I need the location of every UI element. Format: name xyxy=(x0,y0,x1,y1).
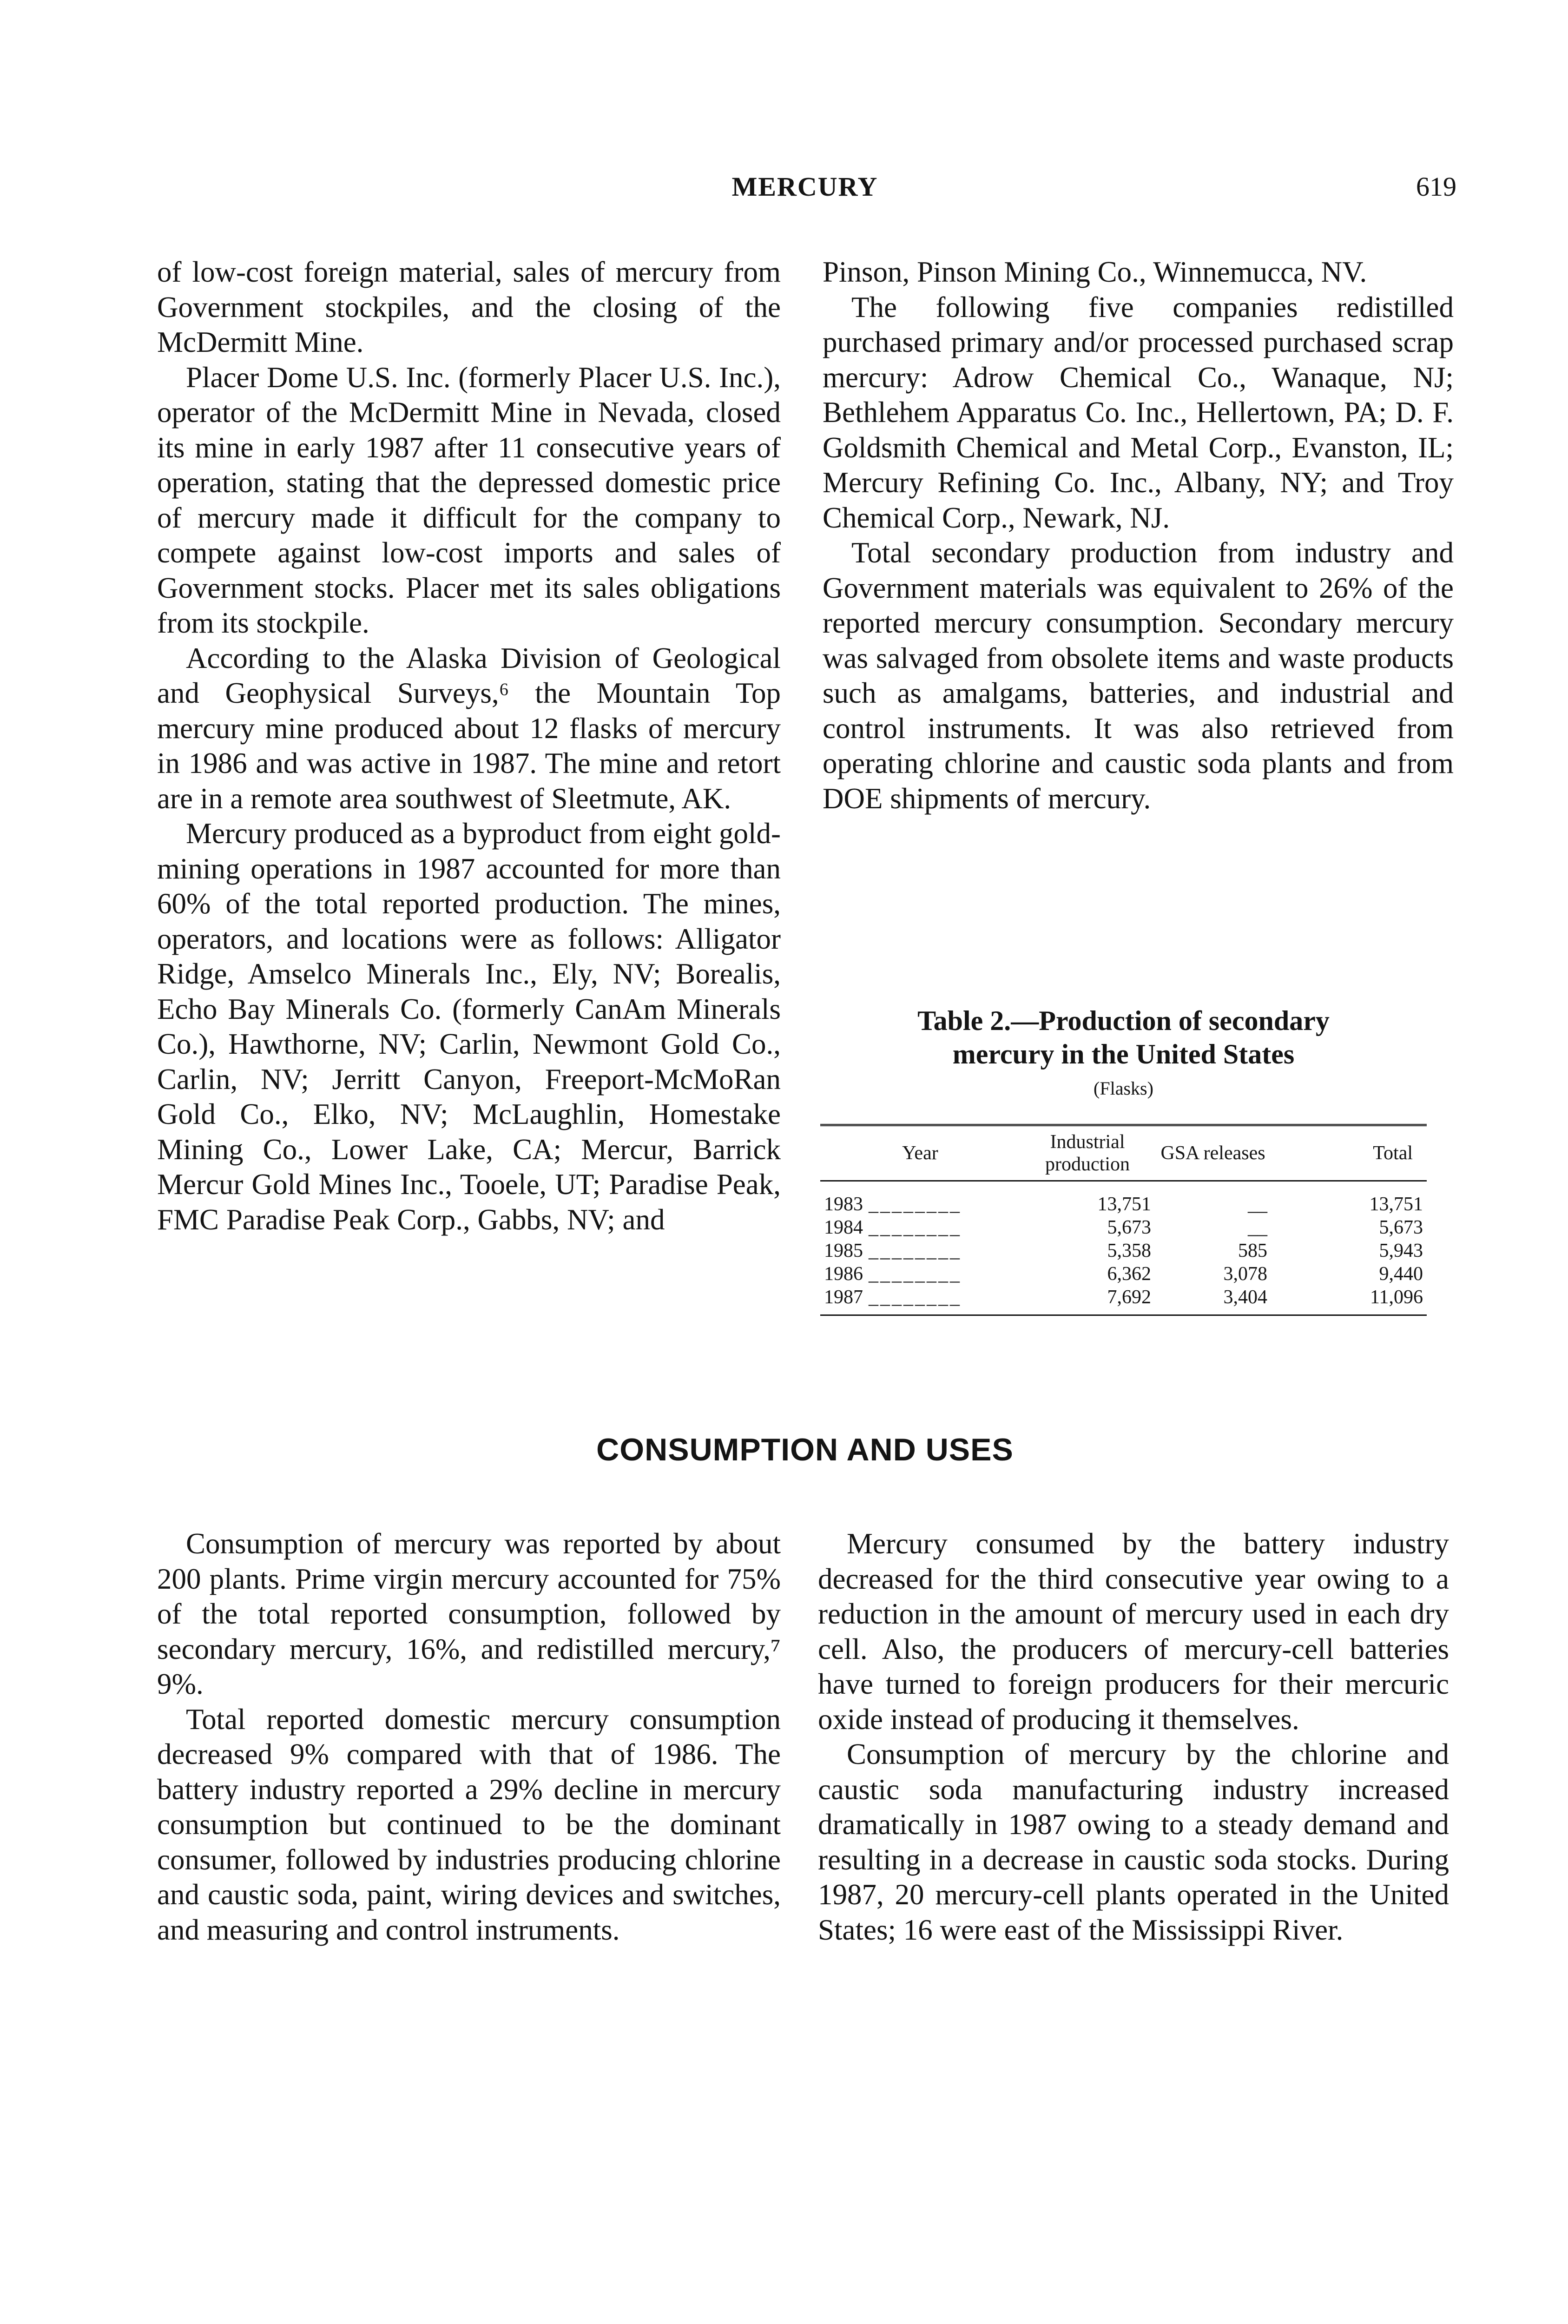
running-title: MERCURY xyxy=(731,172,878,202)
paragraph: According to the Alaska Division of Geological and Geophysical Surveys,⁶ the Mountain Top mercury mine produced about 12 flasks of mercury in 1986 and was active in 1987. The mine and retort are in a remote area southwest of Sleetmute, AK. xyxy=(157,641,781,815)
table-row xyxy=(820,1286,1427,1315)
paragraph: Mercury produced as a byproduct from eight gold-mining operations in 1987 accounted for more than 60% of the total reported production. The mines, operators, and locations were as follows: Alligator Ridge, Amselco Minerals Inc., Ely, NV; Borealis, Echo Bay Minerals Co. (formerly CanAm Minerals Co.), Hawthorne, NV; Carlin, Newmont Gold Co., Carlin, NV; Jerritt Canyon, Freeport-McMoRan Gold Co., Elko, NV; McLaughlin, Homestake Mining Co., Lower Lake, CA; Mercur, Barrick Mercur Gold Mines Inc., Tooele, UT; Paradise Peak, FMC Paradise Peak Corp., Gabbs, NV; and xyxy=(157,817,781,1236)
industrial-cell: 7,692 xyxy=(1020,1286,1155,1315)
year-cell xyxy=(820,1181,1020,1216)
total-cell: 13,751 xyxy=(1369,1194,1423,1215)
right-column-bottom xyxy=(818,1526,1449,1948)
table-caption-line: Table 2.—Production of secondary xyxy=(917,1005,1330,1036)
dot-leader: ________ xyxy=(869,1240,962,1261)
year-value: 1987 xyxy=(824,1287,863,1308)
table-row xyxy=(820,1262,1427,1286)
total-cell: 9,440 xyxy=(1379,1263,1423,1285)
paragraph: Total secondary production from industry and Government materials was equivalent to 26% of the reported mercury consumption. Secondary mercury was salvaged from obsolete items and waste products such as amalgams, batteries, and industrial and control instruments. It was also retrieved from operating chlorine and caustic soda plants and from DOE shipments of mercury. xyxy=(823,536,1454,815)
total-cell: 11,096 xyxy=(1271,1286,1427,1315)
dot-leader: ________ xyxy=(869,1194,962,1215)
dot-leader: ________ xyxy=(869,1287,962,1308)
industrial-cell: 6,362 xyxy=(1107,1263,1151,1285)
year-cell xyxy=(820,1286,1020,1315)
left-column-top xyxy=(157,255,781,1237)
table-row xyxy=(820,1216,1427,1239)
column-header-year: Year xyxy=(820,1125,1020,1181)
paragraph: Consumption of mercury by the chlorine and caustic soda manufacturing industry increased dramatically in 1987 owing to a steady demand and resulting in a decrease in caustic soda stocks. During 1987, 20 mercury-cell plants operated in the United States; 16 were east of the Mississippi River. xyxy=(818,1738,1449,1946)
year-value: 1985 xyxy=(824,1240,863,1261)
table-header-row xyxy=(820,1125,1427,1181)
paragraph: The following five companies redistilled purchased primary and/or processed purchased scrap mercury: Adrow Chemical Co., Wanaque, NJ; Bethlehem Apparatus Co. Inc., Hellertown, PA; D. F. Goldsmith Chemical and Metal Corp., Evanston, IL; Mercury Refining Co. Inc., Albany, NY; and Troy Chemical Corp., Newark, NJ. xyxy=(823,290,1454,534)
table-caption-line: mercury in the United States xyxy=(952,1039,1295,1070)
dot-leader: ________ xyxy=(869,1263,962,1285)
table-row xyxy=(820,1239,1427,1262)
column-header-gsa: GSA releases xyxy=(1155,1125,1271,1181)
gsa-cell: 585 xyxy=(1238,1240,1267,1261)
left-column-bottom xyxy=(157,1526,781,1948)
page-number: 619 xyxy=(1416,172,1456,202)
paragraph: Mercury consumed by the battery industry decreased for the third consecutive year owing to a reduction in the amount of mercury used in each dry cell. Also, the producers of mercury-cell batteries have turned to foreign producers for their mercuric oxide instead of producing it themselves. xyxy=(818,1527,1449,1736)
industrial-cell: 13,751 xyxy=(1097,1194,1151,1215)
year-cell xyxy=(820,1262,1020,1286)
right-column-top xyxy=(823,255,1454,816)
gsa-cell: 3,404 xyxy=(1155,1286,1271,1315)
total-cell: 5,943 xyxy=(1379,1240,1423,1261)
total-cell: 5,673 xyxy=(1379,1217,1423,1238)
gsa-cell: 3,078 xyxy=(1223,1263,1267,1285)
section-heading: CONSUMPTION AND USES xyxy=(596,1432,1014,1467)
industrial-cell: 5,358 xyxy=(1107,1240,1151,1261)
paragraph: of low-cost foreign material, sales of mercury from Government stockpiles, and the closing of the McDermitt Mine. xyxy=(157,256,781,358)
paragraph: Total reported domestic mercury consumption decreased 9% compared with that of 1986. The battery industry reported a 29% decline in mercury consumption but continued to be the dominant consumer, followed by industries producing chlorine and caustic soda, paint, wiring devices and switches, and measuring and control instruments. xyxy=(157,1703,781,1946)
running-head xyxy=(153,171,1456,213)
column-header-total: Total xyxy=(1271,1125,1427,1181)
gsa-cell: __ xyxy=(1248,1217,1267,1238)
dot-leader: ________ xyxy=(869,1217,962,1238)
year-value: 1983 xyxy=(824,1194,863,1215)
column-header-industrial: Industrial production xyxy=(1020,1125,1155,1181)
secondary-production-table-block xyxy=(820,1004,1427,1353)
year-value: 1986 xyxy=(824,1263,863,1285)
gsa-cell: __ xyxy=(1248,1194,1267,1215)
year-cell xyxy=(820,1216,1020,1239)
year-cell xyxy=(820,1239,1020,1262)
table-row xyxy=(820,1181,1427,1216)
table-caption xyxy=(820,1004,1427,1071)
data-table xyxy=(820,1124,1427,1316)
paragraph: Pinson, Pinson Mining Co., Winnemucca, NV. xyxy=(823,256,1367,288)
industrial-cell: 5,673 xyxy=(1107,1217,1151,1238)
paragraph: Placer Dome U.S. Inc. (formerly Placer U.S. Inc.), operator of the McDermitt Mine in Nevada, closed its mine in early 1987 after 11 consecutive years of operation, stating that the depressed domestic price of mercury made it difficult for the company to compete against low-cost imports and sales of Government stocks. Placer met its sales obligations from its stockpile. xyxy=(157,361,781,639)
year-value: 1984 xyxy=(824,1217,863,1238)
paragraph: Consumption of mercury was reported by about 200 plants. Prime virgin mercury accounted for 75% of the total reported consumption, followed by secondary mercury, 16%, and redistilled mercury,⁷ 9%. xyxy=(157,1527,781,1700)
table-unit: (Flasks) xyxy=(1094,1078,1153,1099)
